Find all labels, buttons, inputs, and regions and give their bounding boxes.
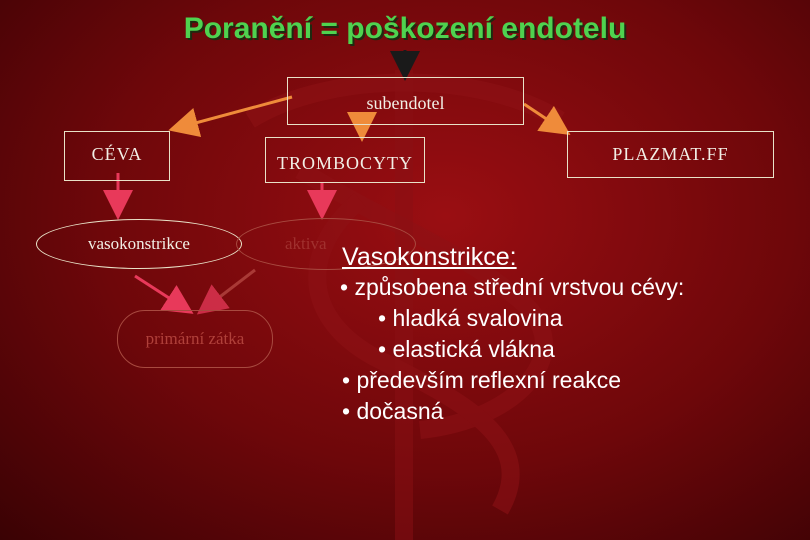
note-item: • především reflexní reakce (342, 367, 622, 393)
arrow-aktivace-to-zatka (204, 270, 255, 309)
arrow-subendotel-to-plazmat (524, 104, 563, 130)
arrow-vasokonstrikce-to-zatka (135, 276, 186, 309)
note-item: • dočasná (342, 398, 444, 424)
note-item: • způsobena střední vrstvou cévy: (340, 274, 685, 300)
vasokonstrikce-node (36, 219, 242, 269)
note-item: • elastická vlákna (378, 336, 555, 362)
ceva-label: CÉVA (91, 144, 143, 164)
notes-heading: Vasokonstrikce: (342, 243, 517, 271)
plazmat-box (567, 131, 774, 178)
arrow-subendotel-to-ceva (177, 97, 292, 128)
ceva-box (64, 131, 170, 181)
note-item: • hladká svalovina (378, 305, 563, 331)
vasokonstrikce-notes (338, 243, 684, 427)
page-title: Poranění = poškození endotelu (183, 12, 627, 45)
trombocyty-label: TROMBOCYTY (276, 152, 413, 173)
subendotel-label: subendotel (366, 92, 445, 113)
subendotel-box (287, 77, 524, 125)
aktivace-label: aktiva (285, 234, 327, 253)
plazmat-label: PLAZMAT.FF (612, 144, 729, 164)
vasokonstrikce-label: vasokonstrikce (88, 234, 190, 253)
trombocyty-box (265, 137, 425, 183)
primarni-zatka-label: primární zátka (145, 329, 245, 348)
primarni-zatka-node (117, 310, 273, 368)
